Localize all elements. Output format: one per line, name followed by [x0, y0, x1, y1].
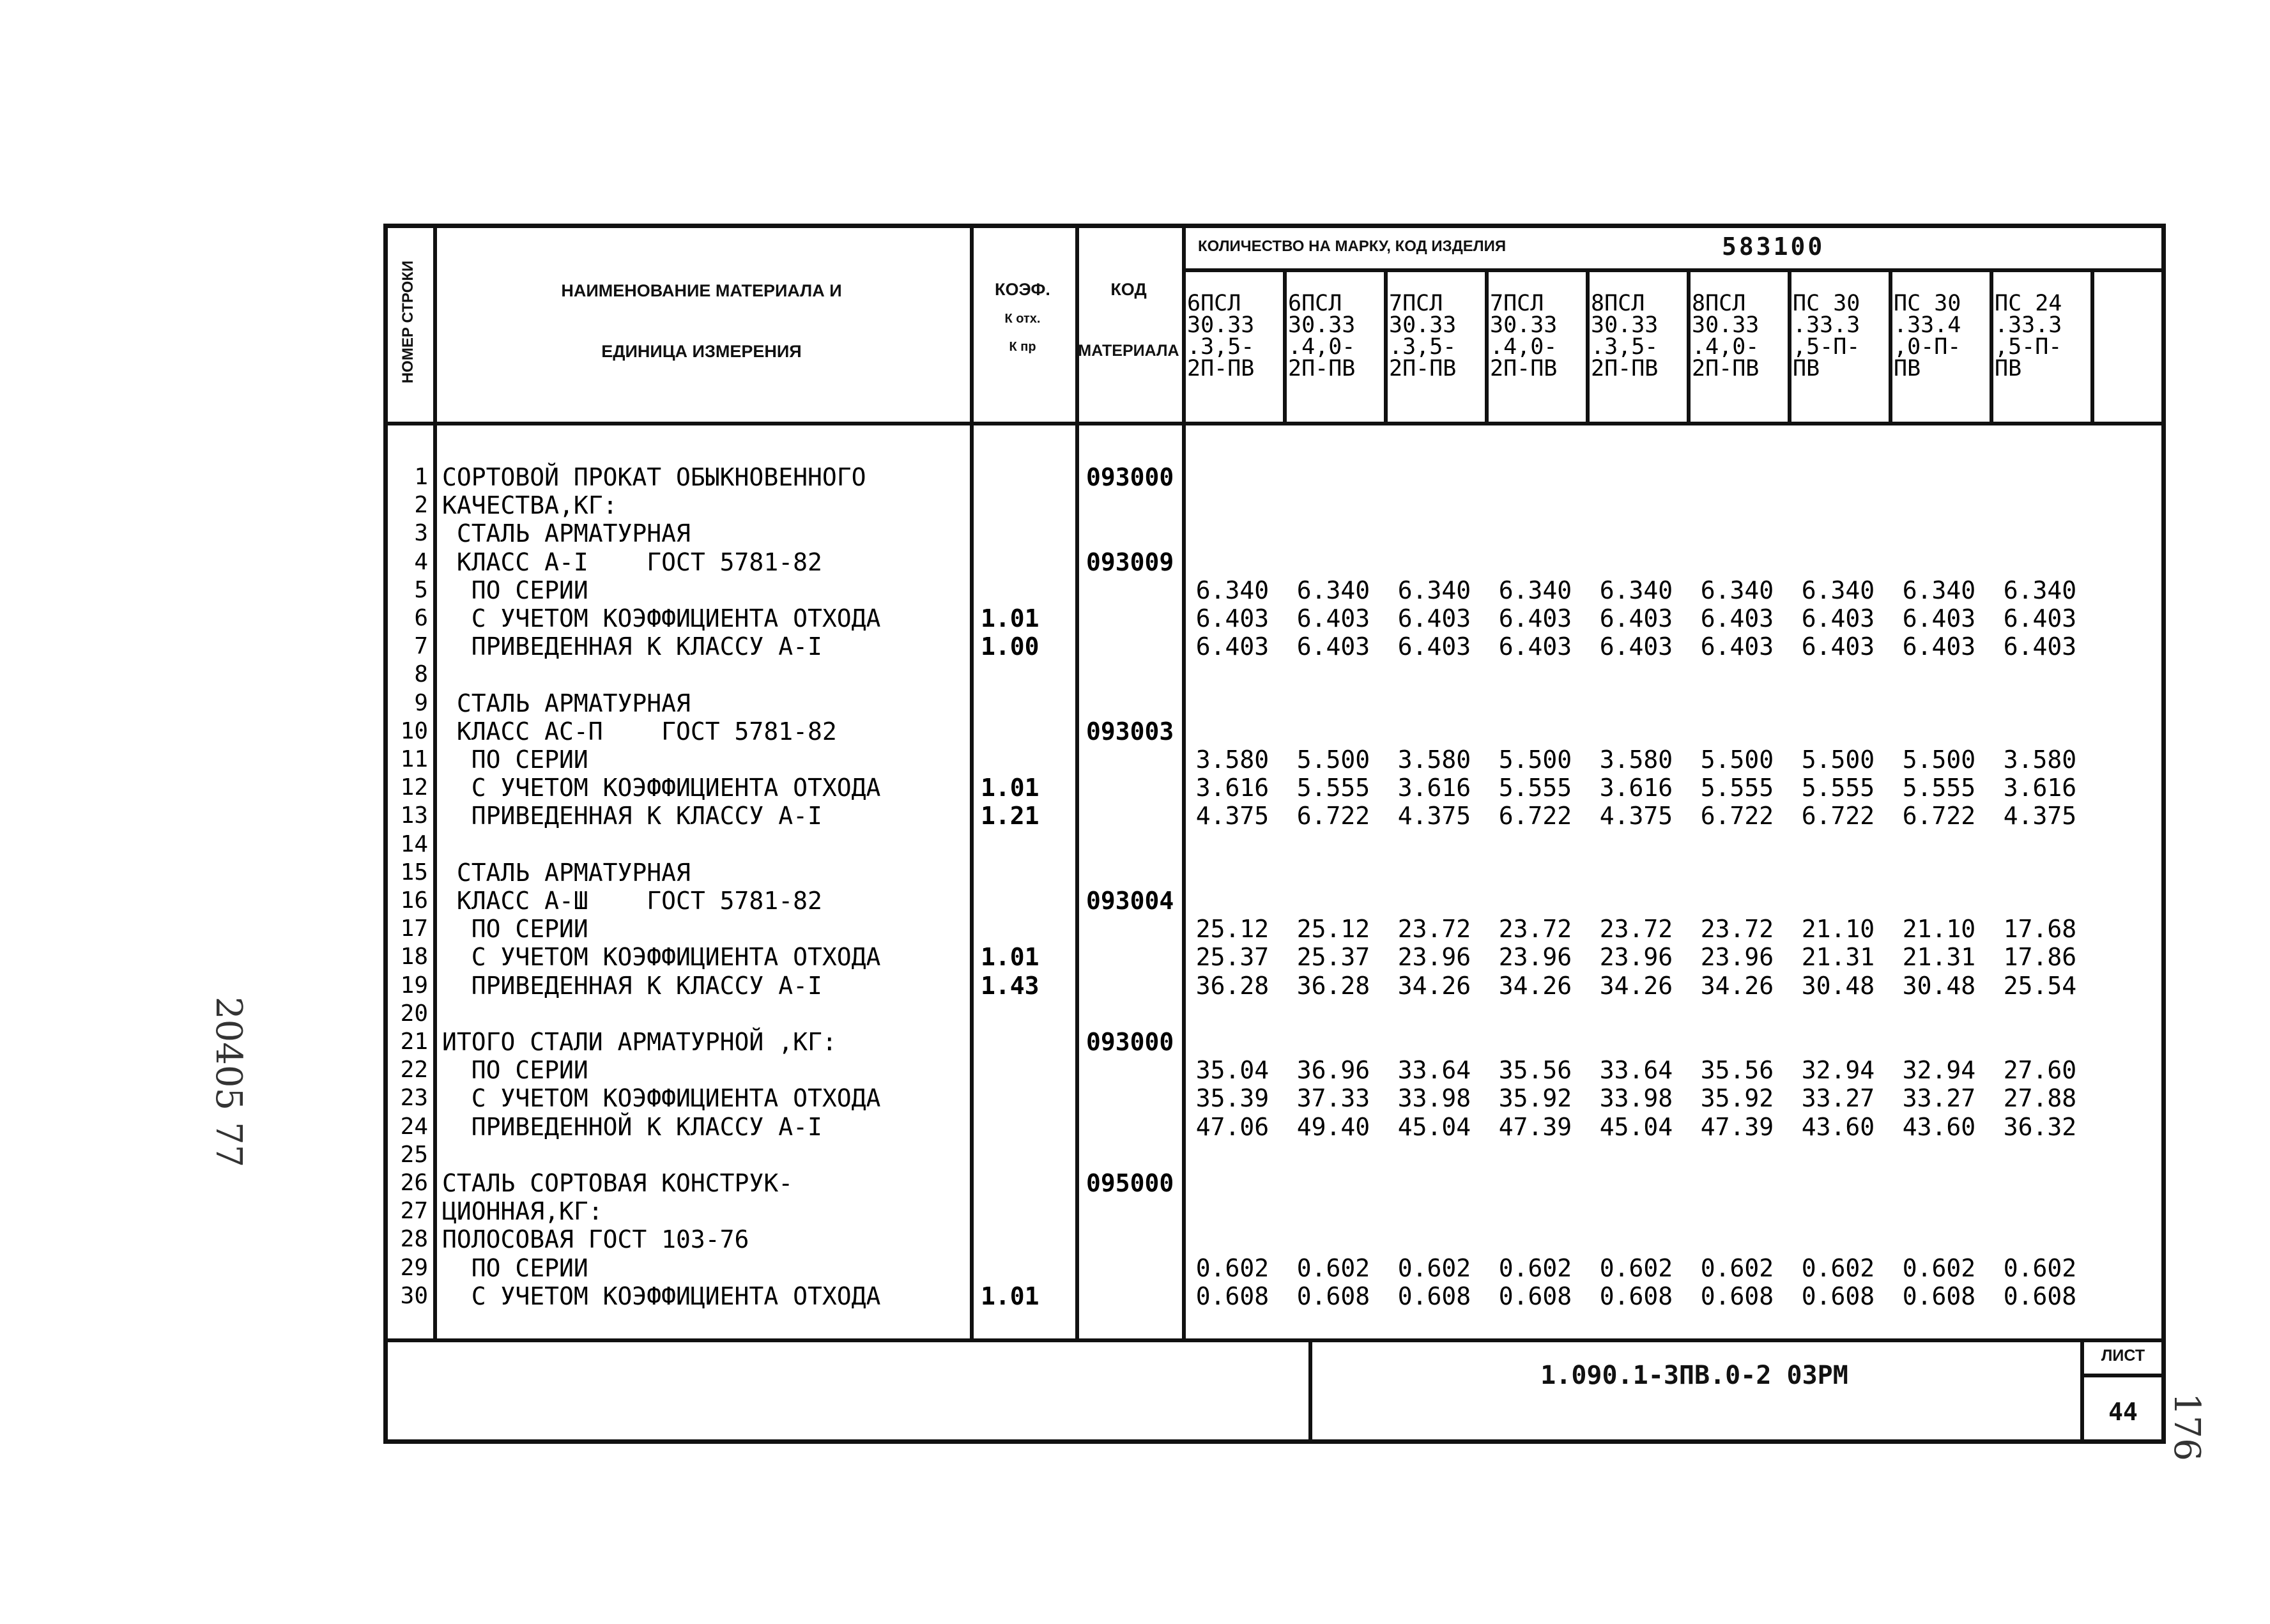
quantity-title-divider [1182, 268, 2166, 272]
material-name: С УЧЕТОМ КОЭФФИЦИЕНТА ОТХОДА [442, 1084, 881, 1113]
quantity-cell: 5.555 [1700, 774, 1774, 802]
quantity-cell: 4.375 [2003, 802, 2077, 831]
material-name: ПРИВЕДЕННОЙ К КЛАССУ А-I [442, 1112, 822, 1141]
quantity-cell: 0.608 [1498, 1282, 1572, 1310]
quantity-cell: 30.48 [1801, 971, 1875, 1000]
quantity-cell: 5.500 [1902, 746, 1976, 774]
quantity-cell: 0.602 [1902, 1253, 1976, 1282]
quantity-cell: 6.403 [1700, 604, 1774, 632]
column-header-4: 7ПСЛ 30.33 .4,0- 2П-ПВ [1490, 291, 1558, 381]
row-number: 20 [400, 1000, 428, 1027]
quantity-cell: 6.403 [1498, 604, 1572, 632]
row-number: 8 [414, 661, 428, 688]
quantity-cell: 0.602 [1599, 1253, 1673, 1282]
material-name: ИТОГО СТАЛИ АРМАТУРНОЙ ,КГ: [442, 1028, 837, 1056]
quantity-cell: 32.94 [1902, 1056, 1976, 1085]
document-sheet [383, 224, 2166, 1444]
quantity-cell: 35.92 [1700, 1084, 1774, 1113]
right-page-number: 176 [2166, 1393, 2207, 1461]
quantity-cell: 5.500 [1801, 746, 1875, 774]
sheet-label-divider [2080, 1374, 2166, 1377]
quantity-cell: 36.28 [1296, 971, 1370, 1000]
row-number: 6 [414, 605, 428, 631]
quantity-cell: 23.96 [1498, 943, 1572, 972]
row-number: 5 [414, 576, 428, 603]
quantity-cell: 35.39 [1195, 1084, 1269, 1113]
material-code: 095000 [1086, 1169, 1174, 1197]
row-number: 4 [414, 548, 428, 575]
quantity-cell: 43.60 [1902, 1112, 1976, 1141]
quantity-cell: 6.403 [1801, 632, 1875, 661]
quantity-cell: 6.403 [1902, 604, 1976, 632]
coefficient: 1.21 [981, 802, 1039, 831]
quantity-cell: 6.403 [1599, 604, 1673, 632]
quantity-cell: 45.04 [1599, 1112, 1673, 1141]
quantity-cell: 4.375 [1599, 802, 1673, 831]
quantity-cell: 25.54 [2003, 971, 2077, 1000]
material-name: ПО СЕРИИ [442, 1056, 588, 1085]
column-header-3: 7ПСЛ 30.33 .3,5- 2П-ПВ [1389, 291, 1457, 381]
coefficient: 1.01 [981, 1282, 1039, 1310]
material-code: 093000 [1086, 463, 1174, 491]
material-name: СТАЛЬ АРМАТУРНАЯ [442, 519, 691, 548]
quantity-cell: 25.12 [1296, 915, 1370, 944]
quantity-cell: 6.722 [1296, 802, 1370, 831]
material-code: 093000 [1086, 1028, 1174, 1056]
row-number: 10 [400, 717, 428, 744]
quantity-cell: 33.27 [1801, 1084, 1875, 1113]
quantity-cell: 6.722 [1801, 802, 1875, 831]
material-name-header-line2: ЕДИНИЦА ИЗМЕРЕНИЯ [601, 342, 802, 361]
material-name: КЛАСС А-Ш ГОСТ 5781-82 [442, 887, 822, 915]
quantity-cell: 47.39 [1700, 1112, 1774, 1141]
quantity-cell: 6.403 [1195, 604, 1269, 632]
col-sep-name [970, 224, 974, 1340]
material-name: СТАЛЬ АРМАТУРНАЯ [442, 689, 691, 717]
header-divider [383, 422, 2166, 425]
quantity-cell: 0.608 [1700, 1282, 1774, 1310]
quantity-cell: 3.580 [2003, 746, 2077, 774]
column-header-7: ПС 30 .33.3 ,5-П- ПВ [1793, 291, 1860, 381]
quantity-cell: 6.340 [1498, 576, 1572, 604]
quantity-cell: 33.64 [1599, 1056, 1673, 1085]
column-header-8: ПС 30 .33.4 ,0-П- ПВ [1894, 291, 1961, 381]
quantity-cell: 17.68 [2003, 915, 2077, 944]
quantity-cell: 5.555 [1296, 774, 1370, 802]
material-code: 093004 [1086, 887, 1174, 915]
row-number: 25 [400, 1141, 428, 1168]
quantity-cell: 5.555 [1498, 774, 1572, 802]
quantity-cell: 6.722 [1700, 802, 1774, 831]
coef-header-line3: К пр [1009, 340, 1036, 354]
quantity-cell: 45.04 [1397, 1112, 1471, 1141]
quantity-cell: 5.500 [1498, 746, 1572, 774]
quantity-cell: 17.86 [2003, 943, 2077, 972]
row-number: 7 [414, 633, 428, 660]
quantity-cell: 25.37 [1296, 943, 1370, 972]
coefficient: 1.43 [981, 971, 1039, 1000]
quantity-cell: 30.48 [1902, 971, 1976, 1000]
quantity-cell: 3.616 [1599, 774, 1673, 802]
quantity-cell: 23.96 [1599, 943, 1673, 972]
col-sep-rownum [433, 224, 437, 1340]
material-name: ПОЛОСОВАЯ ГОСТ 103-76 [442, 1225, 749, 1254]
quantity-cell: 6.403 [1599, 632, 1673, 661]
quantity-cell: 0.602 [1397, 1253, 1471, 1282]
quantity-cell: 6.340 [1195, 576, 1269, 604]
quantity-cell: 0.608 [1801, 1282, 1875, 1310]
quantity-cell: 36.32 [2003, 1112, 2077, 1141]
material-name: С УЧЕТОМ КОЭФФИЦИЕНТА ОТХОДА [442, 774, 881, 802]
quantity-cell: 21.10 [1902, 915, 1976, 944]
material-name: С УЧЕТОМ КОЭФФИЦИЕНТА ОТХОДА [442, 1282, 881, 1310]
quantity-cell: 34.26 [1599, 971, 1673, 1000]
quantity-cell: 6.340 [1397, 576, 1471, 604]
row-number: 14 [400, 831, 428, 857]
row-number: 3 [414, 520, 428, 547]
row-number: 29 [400, 1254, 428, 1281]
quantity-cell: 3.580 [1599, 746, 1673, 774]
row-number: 15 [400, 859, 428, 885]
sheet-number: 44 [2108, 1398, 2138, 1426]
quantity-cell: 6.722 [1902, 802, 1976, 831]
quantity-cell: 23.72 [1599, 915, 1673, 944]
quantity-cell: 0.602 [1296, 1253, 1370, 1282]
row-number: 19 [400, 972, 428, 999]
quantity-cell: 35.56 [1700, 1056, 1774, 1085]
row-number: 11 [400, 746, 428, 772]
quantity-cell: 21.31 [1801, 943, 1875, 972]
row-number: 21 [400, 1029, 428, 1055]
row-number: 24 [400, 1113, 428, 1140]
quantity-cell: 23.96 [1397, 943, 1471, 972]
footer-sep-1 [1308, 1338, 1312, 1444]
code-header-line2: МАТЕРИАЛА [1078, 342, 1179, 360]
quantity-cell: 32.94 [1801, 1056, 1875, 1085]
quantity-cell: 47.39 [1498, 1112, 1572, 1141]
code-header-line1: КОД [1110, 280, 1147, 299]
material-code: 093009 [1086, 548, 1174, 576]
quantity-cell: 6.722 [1498, 802, 1572, 831]
document-code: 1.090.1-3ПВ.0-2 03РМ [1540, 1361, 1848, 1390]
quantity-cell: 25.37 [1195, 943, 1269, 972]
quantity-cell: 6.403 [1397, 604, 1471, 632]
quantity-cell: 43.60 [1801, 1112, 1875, 1141]
quantity-cell: 5.500 [1296, 746, 1370, 774]
material-name: ПРИВЕДЕННАЯ К КЛАССУ А-I [442, 632, 822, 661]
column-header-2: 6ПСЛ 30.33 .4,0- 2П-ПВ [1288, 291, 1356, 381]
quantity-cell: 6.403 [1700, 632, 1774, 661]
quantity-cell: 3.616 [2003, 774, 2077, 802]
material-code: 093003 [1086, 717, 1174, 746]
row-number: 26 [400, 1170, 428, 1196]
material-name: СОРТОВОЙ ПРОКАТ ОБЫКНОВЕННОГО [442, 463, 866, 491]
column-header-1: 6ПСЛ 30.33 .3,5- 2П-ПВ [1187, 291, 1255, 381]
quantity-cell: 6.403 [1195, 632, 1269, 661]
quantity-cell: 37.33 [1296, 1084, 1370, 1113]
quantity-cell: 0.602 [1801, 1253, 1875, 1282]
quantity-cell: 35.04 [1195, 1056, 1269, 1085]
quantity-cell: 3.580 [1195, 746, 1269, 774]
quantity-cell: 6.403 [1296, 604, 1370, 632]
coef-header-line2: К отх. [1004, 312, 1041, 326]
quantity-cell: 6.403 [2003, 604, 2077, 632]
quantity-cell: 0.608 [1397, 1282, 1471, 1310]
coefficient: 1.01 [981, 774, 1039, 802]
quantity-cell: 27.88 [2003, 1084, 2077, 1113]
material-name: ЦИОННАЯ,КГ: [442, 1197, 603, 1226]
quantity-cell: 0.608 [1195, 1282, 1269, 1310]
product-code: 583100 [1722, 233, 1825, 261]
quantity-cell: 36.28 [1195, 971, 1269, 1000]
quantity-cell: 5.500 [1700, 746, 1774, 774]
footer-divider [383, 1338, 2166, 1342]
quantity-cell: 33.27 [1902, 1084, 1976, 1113]
column-header-6: 8ПСЛ 30.33 .4,0- 2П-ПВ [1692, 291, 1760, 381]
quantity-cell: 34.26 [1397, 971, 1471, 1000]
row-number: 27 [400, 1198, 428, 1225]
quantity-cell: 4.375 [1195, 802, 1269, 831]
col-sep-coef [1075, 224, 1079, 1340]
material-name: СТАЛЬ АРМАТУРНАЯ [442, 858, 691, 887]
quantity-cell: 6.403 [1397, 632, 1471, 661]
quantity-cell: 36.96 [1296, 1056, 1370, 1085]
quantity-cell: 0.602 [2003, 1253, 2077, 1282]
quantity-cell: 6.340 [1599, 576, 1673, 604]
quantity-cell: 35.56 [1498, 1056, 1572, 1085]
quantity-cell: 21.31 [1902, 943, 1976, 972]
quantity-cell: 0.608 [1902, 1282, 1976, 1310]
row-number: 2 [414, 492, 428, 519]
quantity-cell: 27.60 [2003, 1056, 2077, 1085]
material-name: С УЧЕТОМ КОЭФФИЦИЕНТА ОТХОДА [442, 943, 881, 972]
row-number: 28 [400, 1226, 428, 1253]
quantity-cell: 4.375 [1397, 802, 1471, 831]
quantity-cell: 6.340 [1700, 576, 1774, 604]
quantity-cell: 6.403 [1498, 632, 1572, 661]
coefficient: 1.00 [981, 632, 1039, 661]
material-name: ПРИВЕДЕННАЯ К КЛАССУ А-I [442, 971, 822, 1000]
quantity-cell: 6.403 [1801, 604, 1875, 632]
quantity-cell: 49.40 [1296, 1112, 1370, 1141]
quantity-cell: 33.64 [1397, 1056, 1471, 1085]
row-number: 23 [400, 1085, 428, 1112]
quantity-cell: 6.340 [1801, 576, 1875, 604]
quantity-cell: 3.616 [1397, 774, 1471, 802]
row-number-header: НОМЕР СТРОКИ [399, 260, 417, 384]
quantity-cell: 6.340 [1296, 576, 1370, 604]
row-number: 17 [400, 915, 428, 942]
quantity-cell: 33.98 [1599, 1084, 1673, 1113]
quantity-cell: 33.98 [1397, 1084, 1471, 1113]
row-number: 1 [414, 464, 428, 490]
quantity-cell: 6.403 [1902, 632, 1976, 661]
coefficient: 1.01 [981, 943, 1039, 972]
quantity-cell: 6.340 [1902, 576, 1976, 604]
quantity-cell: 3.616 [1195, 774, 1269, 802]
column-header-9: ПС 24 .33.3 ,5-П- ПВ [1995, 291, 2062, 381]
quantity-cell: 47.06 [1195, 1112, 1269, 1141]
column-header-5: 8ПСЛ 30.33 .3,5- 2П-ПВ [1591, 291, 1659, 381]
left-stamp: 20405 77 [208, 997, 249, 1168]
material-name: СТАЛЬ СОРТОВАЯ КОНСТРУК- [442, 1169, 794, 1197]
quantity-cell: 0.608 [1296, 1282, 1370, 1310]
sheet-label: ЛИСТ [2101, 1347, 2145, 1365]
material-name: КЛАСС АС-П ГОСТ 5781-82 [442, 717, 837, 746]
coefficient: 1.01 [981, 604, 1039, 632]
row-number: 16 [400, 887, 428, 914]
quantity-cell: 6.403 [1296, 632, 1370, 661]
material-name: ПО СЕРИИ [442, 746, 588, 774]
row-number: 30 [400, 1282, 428, 1309]
quantity-title: КОЛИЧЕСТВО НА МАРКУ, КОД ИЗДЕЛИЯ [1198, 238, 1507, 255]
row-number: 12 [400, 774, 428, 801]
quantity-cell: 23.72 [1700, 915, 1774, 944]
row-number: 22 [400, 1057, 428, 1084]
quantity-cell: 0.602 [1195, 1253, 1269, 1282]
material-name: КЛАСС А-I ГОСТ 5781-82 [442, 548, 822, 576]
row-number: 13 [400, 802, 428, 829]
material-name: ПРИВЕДЕННАЯ К КЛАССУ А-I [442, 802, 822, 831]
material-name-header-line1: НАИМЕНОВАНИЕ МАТЕРИАЛА И [561, 281, 842, 300]
material-name: ПО СЕРИИ [442, 576, 588, 604]
quantity-cell: 25.12 [1195, 915, 1269, 944]
material-name: КАЧЕСТВА,КГ: [442, 491, 618, 520]
quantity-cell: 0.608 [1599, 1282, 1673, 1310]
quantity-cell: 34.26 [1700, 971, 1774, 1000]
quantity-cell: 6.403 [2003, 632, 2077, 661]
quantity-cell: 35.92 [1498, 1084, 1572, 1113]
quantity-cell: 6.340 [2003, 576, 2077, 604]
material-name: С УЧЕТОМ КОЭФФИЦИЕНТА ОТХОДА [442, 604, 881, 632]
row-number: 18 [400, 944, 428, 970]
quantity-cell: 23.72 [1498, 915, 1572, 944]
quantity-cell: 5.555 [1801, 774, 1875, 802]
material-name: ПО СЕРИИ [442, 915, 588, 944]
quantity-cell: 34.26 [1498, 971, 1572, 1000]
quantity-cell: 0.608 [2003, 1282, 2077, 1310]
quantity-cell: 23.96 [1700, 943, 1774, 972]
quantity-cell: 3.580 [1397, 746, 1471, 774]
quantity-cell: 5.555 [1902, 774, 1976, 802]
quantity-cell: 23.72 [1397, 915, 1471, 944]
quantity-cell: 0.602 [1498, 1253, 1572, 1282]
quantity-cell: 21.10 [1801, 915, 1875, 944]
material-name: ПО СЕРИИ [442, 1253, 588, 1282]
row-number: 9 [414, 689, 428, 716]
quantity-cell: 0.602 [1700, 1253, 1774, 1282]
coef-header-line1: КОЭФ. [995, 280, 1050, 299]
